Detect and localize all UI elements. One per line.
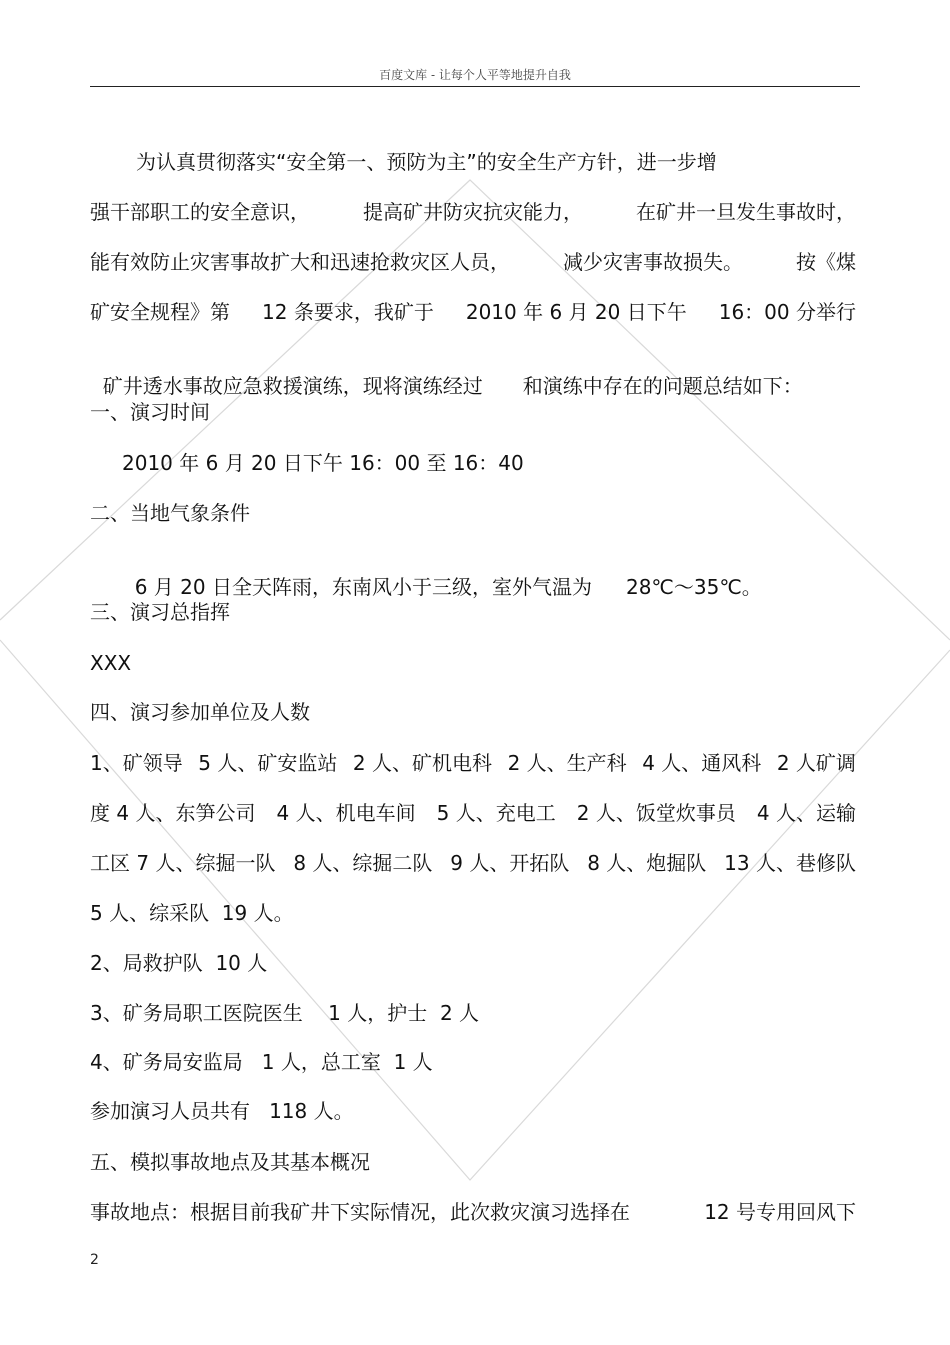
participants-item-3: 3、矿务局职工医院医生 1 人，护士 2 人 xyxy=(90,1001,480,1025)
section-content-1: 2010 年 6 月 20 日下午 16：00 至 16：40 xyxy=(122,451,524,475)
text-fragment: 工区 7 人、综掘一队 xyxy=(90,851,276,875)
text-fragment: 5 人、矿安监站 xyxy=(198,751,338,775)
document-header: 百度文库 - 让每个人平等地提升自我 xyxy=(379,68,571,82)
section-heading-4: 四、演习参加单位及人数 xyxy=(90,700,310,724)
text-fragment: 2 人矿调 xyxy=(776,751,856,775)
text-fragment: 能有效防止灾害事故扩大和迅速抢救灾区人员， xyxy=(90,250,510,274)
text-fragment: 5 人、充电工 xyxy=(436,801,556,825)
section-content-3: XXX xyxy=(90,651,132,675)
participants-item-4: 4、矿务局安监局 1 人，总工室 1 人 xyxy=(90,1050,433,1074)
section-content-5 xyxy=(90,1200,856,1224)
text-fragment: 28℃～35℃。 xyxy=(625,575,762,599)
text-fragment: 9 人、开拓队 xyxy=(450,851,570,875)
text-fragment: 12 号专用回风下 xyxy=(704,1200,856,1224)
text-fragment: 事故地点：根据目前我矿井下实际情况，此次救灾演习选择在 xyxy=(90,1200,630,1224)
header-rule xyxy=(90,86,860,87)
text-fragment: 矿井透水事故应急救援演练，现将演练经过 xyxy=(102,374,483,398)
participants-line-2 xyxy=(90,801,856,825)
text-fragment: 2 人、矿机电科 xyxy=(352,751,493,775)
text-fragment: 按《煤 xyxy=(796,250,856,274)
text-fragment: 1、矿领导 xyxy=(90,751,183,775)
text-fragment: 8 人、炮掘队 xyxy=(587,851,707,875)
intro-line-4 xyxy=(90,300,856,324)
section-heading-2: 二、当地气象条件 xyxy=(90,501,250,525)
participants-line-3 xyxy=(90,851,856,875)
text-fragment: 4 人、通风科 xyxy=(642,751,762,775)
text-fragment: 和演练中存在的问题总结如下： xyxy=(522,374,803,398)
text-fragment: 2 人、生产科 xyxy=(507,751,627,775)
participants-item-2: 2、局救护队 10 人 xyxy=(90,951,268,975)
text-fragment: 13 人、巷修队 xyxy=(724,851,856,875)
participants-total: 参加演习人员共有 118 人。 xyxy=(90,1099,354,1123)
text-fragment: 矿安全规程》第 xyxy=(90,300,230,324)
section-heading-3: 三、演习总指挥 xyxy=(90,600,230,624)
intro-line-3 xyxy=(90,250,856,274)
text-fragment: 2 人、饭堂炊事员 xyxy=(576,801,736,825)
intro-line-5 xyxy=(90,350,803,398)
text-fragment: 4 人、运输 xyxy=(756,801,856,825)
participants-line-1 xyxy=(90,751,856,775)
text-fragment: 4 人、机电车间 xyxy=(276,801,416,825)
intro-line-2 xyxy=(90,200,856,224)
section-content-2 xyxy=(122,551,762,599)
text-fragment: 2010 年 6 月 20 日下午 xyxy=(465,300,687,324)
text-fragment: 强干部职工的安全意识， xyxy=(90,200,310,224)
section-heading-1: 一、演习时间 xyxy=(90,400,210,424)
text-fragment: 度 4 人、东笋公司 xyxy=(90,801,256,825)
text-fragment: 在矿井一旦发生事故时， xyxy=(636,200,856,224)
text-fragment: 12 条要求，我矿于 xyxy=(262,300,434,324)
text-fragment: 提高矿井防灾抗灾能力， xyxy=(363,200,583,224)
text-fragment: 6 月 20 日全天阵雨，东南风小于三级，室外气温为 xyxy=(134,575,592,599)
page-number: 2 xyxy=(90,1252,99,1268)
section-heading-5: 五、模拟事故地点及其基本概况 xyxy=(90,1150,370,1174)
text-fragment: 8 人、综掘二队 xyxy=(293,851,433,875)
text-fragment: 减少灾害事故损失。 xyxy=(563,250,743,274)
participants-line-4: 5 人、综采队 19 人。 xyxy=(90,901,294,925)
text-fragment: 16：00 分举行 xyxy=(718,300,856,324)
intro-line-1: 为认真贯彻落实“安全第一、预防为主”的安全生产方针，进一步增 xyxy=(136,150,717,174)
